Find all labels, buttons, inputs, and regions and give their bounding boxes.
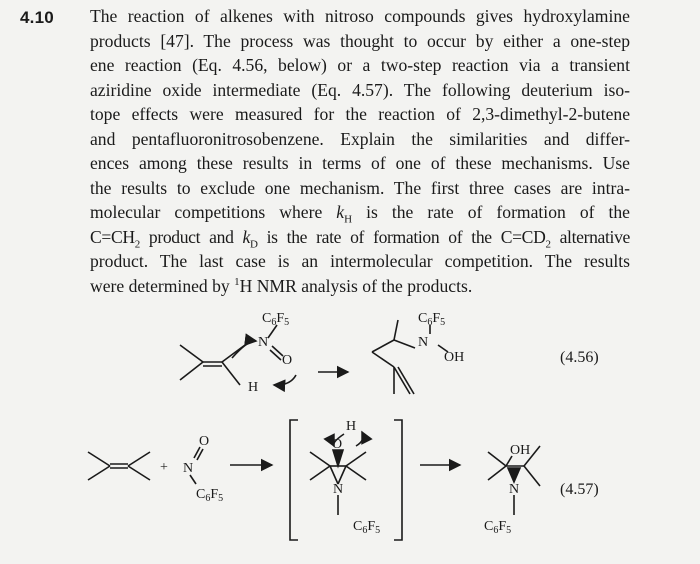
text-line: molecular competitions where $k_H$ is the rate of formation of the [90, 202, 630, 226]
text-line: ences among these results in terms of one of these mechanisms. Use [90, 153, 630, 173]
nitrogen-label: N [418, 335, 429, 350]
text-line: the results to exclude one mechanism. The first three cases are intra- [90, 177, 630, 198]
plus-sign: + [160, 460, 168, 475]
text-line: ene reaction (Eq. 4.56, below) or a two-step reaction via a transient [90, 55, 630, 75]
oxygen-label: O [282, 353, 293, 368]
oxygen-label: O [199, 434, 210, 449]
c6f5-label: $C_6F_5$ [196, 487, 224, 504]
text-line: products [47]. The process was thought to occur by either a one-step [90, 30, 630, 51]
nitrogen-label: N [183, 461, 194, 476]
equation-number: (4.57) [560, 481, 599, 498]
nitrogen-label: N [258, 335, 269, 350]
problem-number: 4.10 [20, 8, 54, 27]
alkene-reactant-skeleton [88, 452, 150, 480]
nitrogen-label: N [333, 482, 344, 497]
text-line: and pentafluoronitrosobenzene. Explain the similarities and differ- [90, 128, 630, 149]
text-line: product. The last case is an intermolecular competition. The results [90, 251, 630, 271]
text-line: The reaction of alkenes with nitroso compounds gives hydroxylamine [90, 6, 630, 26]
c6f5-label: $C_6F_5$ [484, 519, 512, 536]
c6f5-label: $C_6F_5$ [262, 311, 290, 328]
eq-4-57 [88, 420, 540, 540]
hydrogen-label: H [346, 419, 357, 434]
hydrogen-label: H [248, 380, 259, 395]
product-456-skeleton [372, 320, 448, 394]
hydroxyl-label: OH [510, 443, 531, 458]
text-line: $C=CH_2$ product and $k_D$ is the rate of formation of the $C=CD_2$ alternative [90, 226, 630, 251]
hydroxyl-label: OH [444, 350, 465, 365]
oxygen-label: O [332, 437, 343, 452]
equation-number: (4.56) [560, 349, 599, 366]
text-line: tope effects were measured for the reaction of 2,3-dimethyl-2-butene [90, 104, 630, 124]
alkene-reactant-skeleton [180, 345, 245, 385]
nitrogen-label: N [509, 482, 520, 497]
eq-4-56 [180, 320, 448, 394]
c6f5-label: $C_6F_5$ [418, 311, 446, 328]
text-line: were determined by $^1$H NMR analysis of the products. [90, 275, 473, 296]
text-line: aziridine oxide intermediate (Eq. 4.57). The following deuterium iso- [90, 79, 630, 100]
c6f5-label: $C_6F_5$ [353, 519, 381, 536]
